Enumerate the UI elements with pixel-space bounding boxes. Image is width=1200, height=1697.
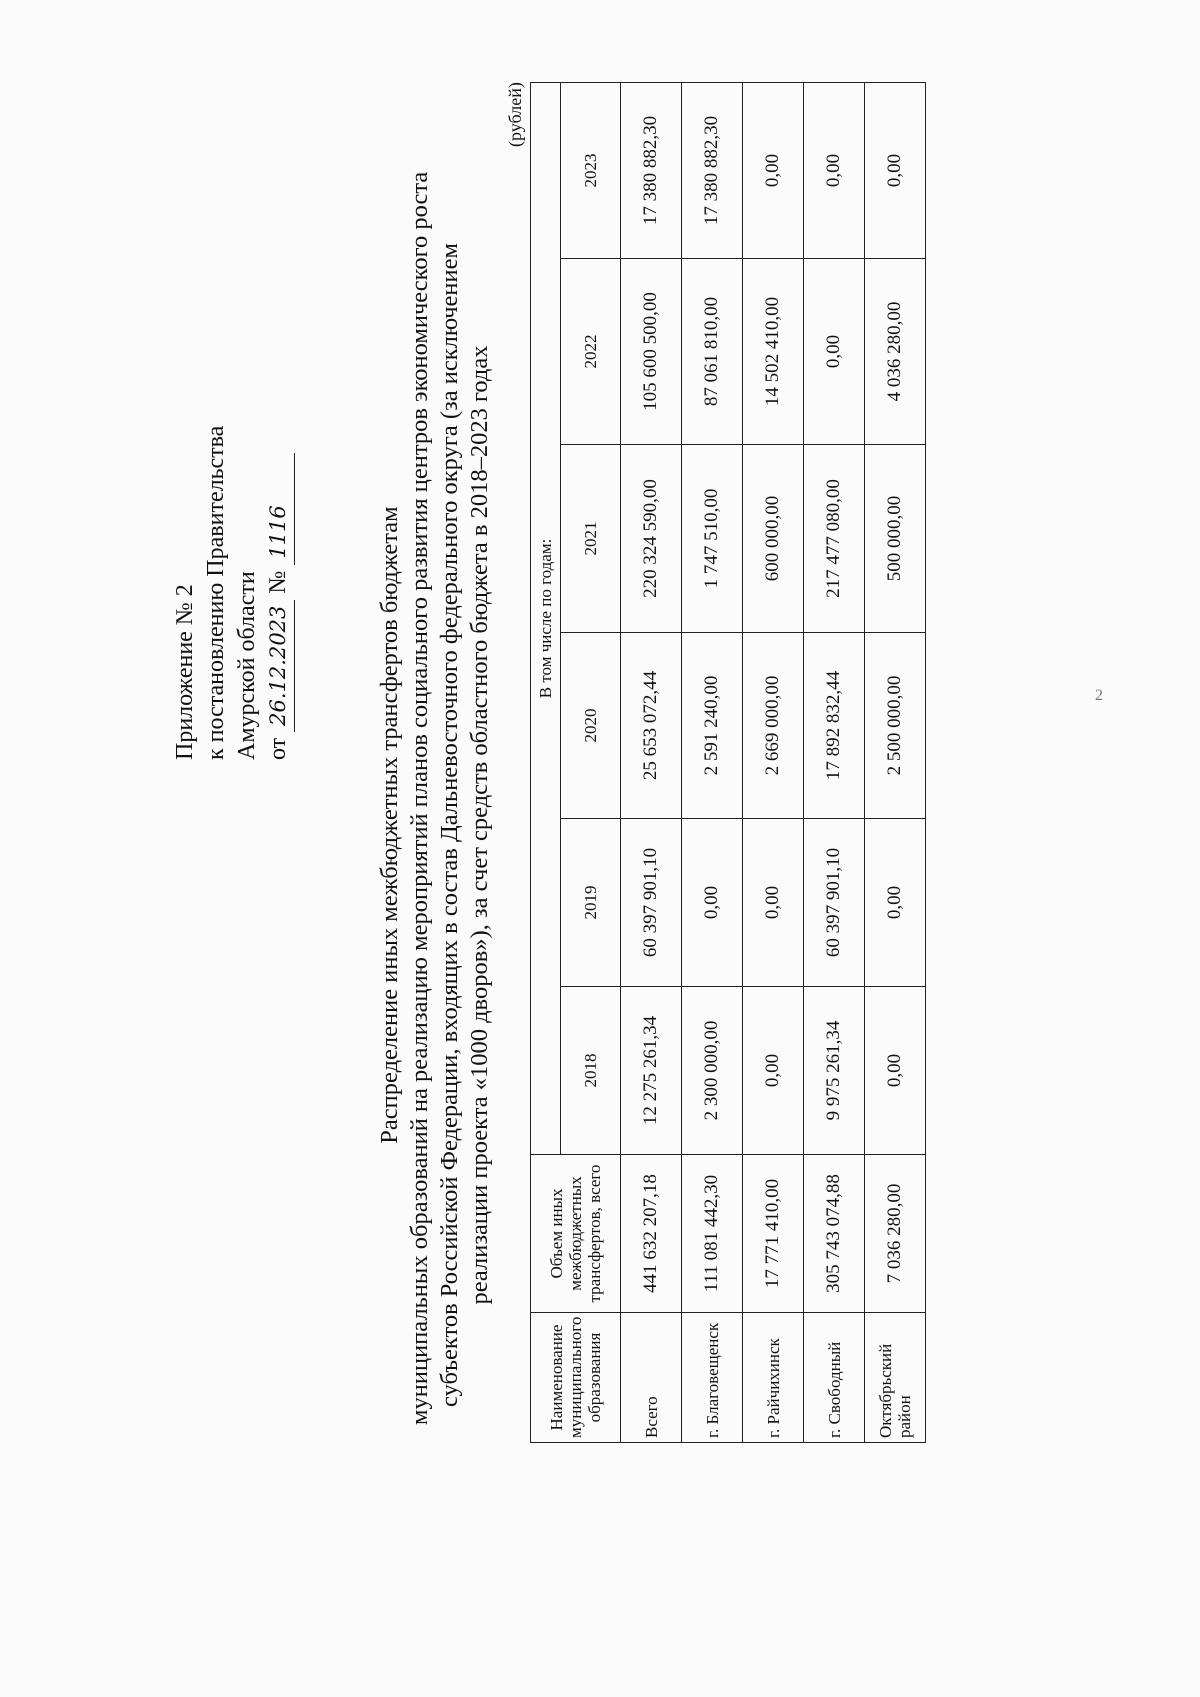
row-name: г. Райчихинск <box>743 1313 804 1443</box>
cell-2021: 217 477 080,00 <box>804 445 865 633</box>
header-year-2021: 2021 <box>561 445 621 633</box>
page-number: 2 <box>1095 687 1103 704</box>
row-total: 7 036 280,00 <box>865 1155 926 1313</box>
header-year-2023: 2023 <box>561 82 621 258</box>
cell-2023: 17 380 882,30 <box>621 82 682 258</box>
approval-block <box>170 426 295 760</box>
document-page <box>110 45 1180 1605</box>
table-row <box>804 82 865 1442</box>
unit-label: (рублей) <box>505 82 525 147</box>
header-name: Наименование муниципального образования <box>531 1313 621 1443</box>
table-row <box>865 82 926 1442</box>
cell-2019: 60 397 901,10 <box>621 819 682 987</box>
cell-2019: 60 397 901,10 <box>804 819 865 987</box>
cell-2022: 87 061 810,00 <box>682 259 743 445</box>
resolution-label: к постановлению Правительства <box>203 425 229 760</box>
row-total: 441 632 207,18 <box>621 1155 682 1313</box>
header-year-2018: 2018 <box>561 987 621 1155</box>
row-name: г. Благовещенск <box>682 1313 743 1443</box>
header-by-year: В том числе по годам: <box>531 82 561 1154</box>
appendix-label: Приложение № 2 <box>172 584 198 760</box>
document-title <box>375 171 495 1425</box>
cell-2019: 0,00 <box>865 819 926 987</box>
title-line-4: реализации проекта «1000 дворов»), за счет средств областного бюджета в 2018–2023 годах <box>466 345 493 1305</box>
cell-2020: 17 892 832,44 <box>804 633 865 819</box>
row-total: 17 771 410,00 <box>743 1155 804 1313</box>
handwritten-date: 26.12.2023 <box>263 600 295 732</box>
distribution-table <box>530 82 926 1443</box>
cell-2022: 14 502 410,00 <box>743 259 804 445</box>
cell-2018: 2 300 000,00 <box>682 987 743 1155</box>
date-number-line <box>263 426 295 760</box>
header-year-2022: 2022 <box>561 259 621 445</box>
cell-2023: 17 380 882,30 <box>682 82 743 258</box>
row-name: Октябрьский район <box>865 1313 926 1443</box>
cell-2019: 0,00 <box>743 819 804 987</box>
cell-2019: 0,00 <box>682 819 743 987</box>
cell-2020: 2 500 000,00 <box>865 633 926 819</box>
cell-2022: 4 036 280,00 <box>865 259 926 445</box>
header-year-2019: 2019 <box>561 819 621 987</box>
header-year-2020: 2020 <box>561 633 621 819</box>
table-row <box>743 82 804 1442</box>
row-name: Всего <box>621 1313 682 1443</box>
cell-2020: 2 669 000,00 <box>743 633 804 819</box>
cell-2018: 12 275 261,34 <box>621 987 682 1155</box>
cell-2022: 105 600 500,00 <box>621 259 682 445</box>
row-total: 305 743 074,88 <box>804 1155 865 1313</box>
header-total: Объем иных межбюджетных трансфертов, всего <box>531 1155 621 1313</box>
cell-2020: 25 653 072,44 <box>621 633 682 819</box>
from-label: от <box>265 737 291 760</box>
title-line-3: субъектов Российской Федерации, входящих в состав Дальневосточного федерального округа (за исключением <box>436 243 463 1407</box>
table-row <box>621 82 682 1442</box>
row-total: 111 081 442,30 <box>682 1155 743 1313</box>
cell-2018: 0,00 <box>865 987 926 1155</box>
number-label: № <box>265 570 291 594</box>
handwritten-number: 1116 <box>263 453 295 565</box>
cell-2023: 0,00 <box>804 82 865 258</box>
cell-2021: 500 000,00 <box>865 445 926 633</box>
cell-2022: 0,00 <box>804 259 865 445</box>
cell-2018: 9 975 261,34 <box>804 987 865 1155</box>
row-name: г. Свободный <box>804 1313 865 1443</box>
cell-2018: 0,00 <box>743 987 804 1155</box>
cell-2021: 600 000,00 <box>743 445 804 633</box>
cell-2020: 2 591 240,00 <box>682 633 743 819</box>
cell-2023: 0,00 <box>743 82 804 258</box>
cell-2021: 1 747 510,00 <box>682 445 743 633</box>
title-line-1: Распределение иных межбюджетных трансфертов бюджетам <box>376 506 403 1144</box>
region-label: Амурской области <box>234 571 260 760</box>
cell-2021: 220 324 590,00 <box>621 445 682 633</box>
title-line-2: муниципальных образований на реализацию мероприятий планов социального развития центров экономического роста <box>406 171 433 1425</box>
cell-2023: 0,00 <box>865 82 926 258</box>
table-row <box>682 82 743 1442</box>
